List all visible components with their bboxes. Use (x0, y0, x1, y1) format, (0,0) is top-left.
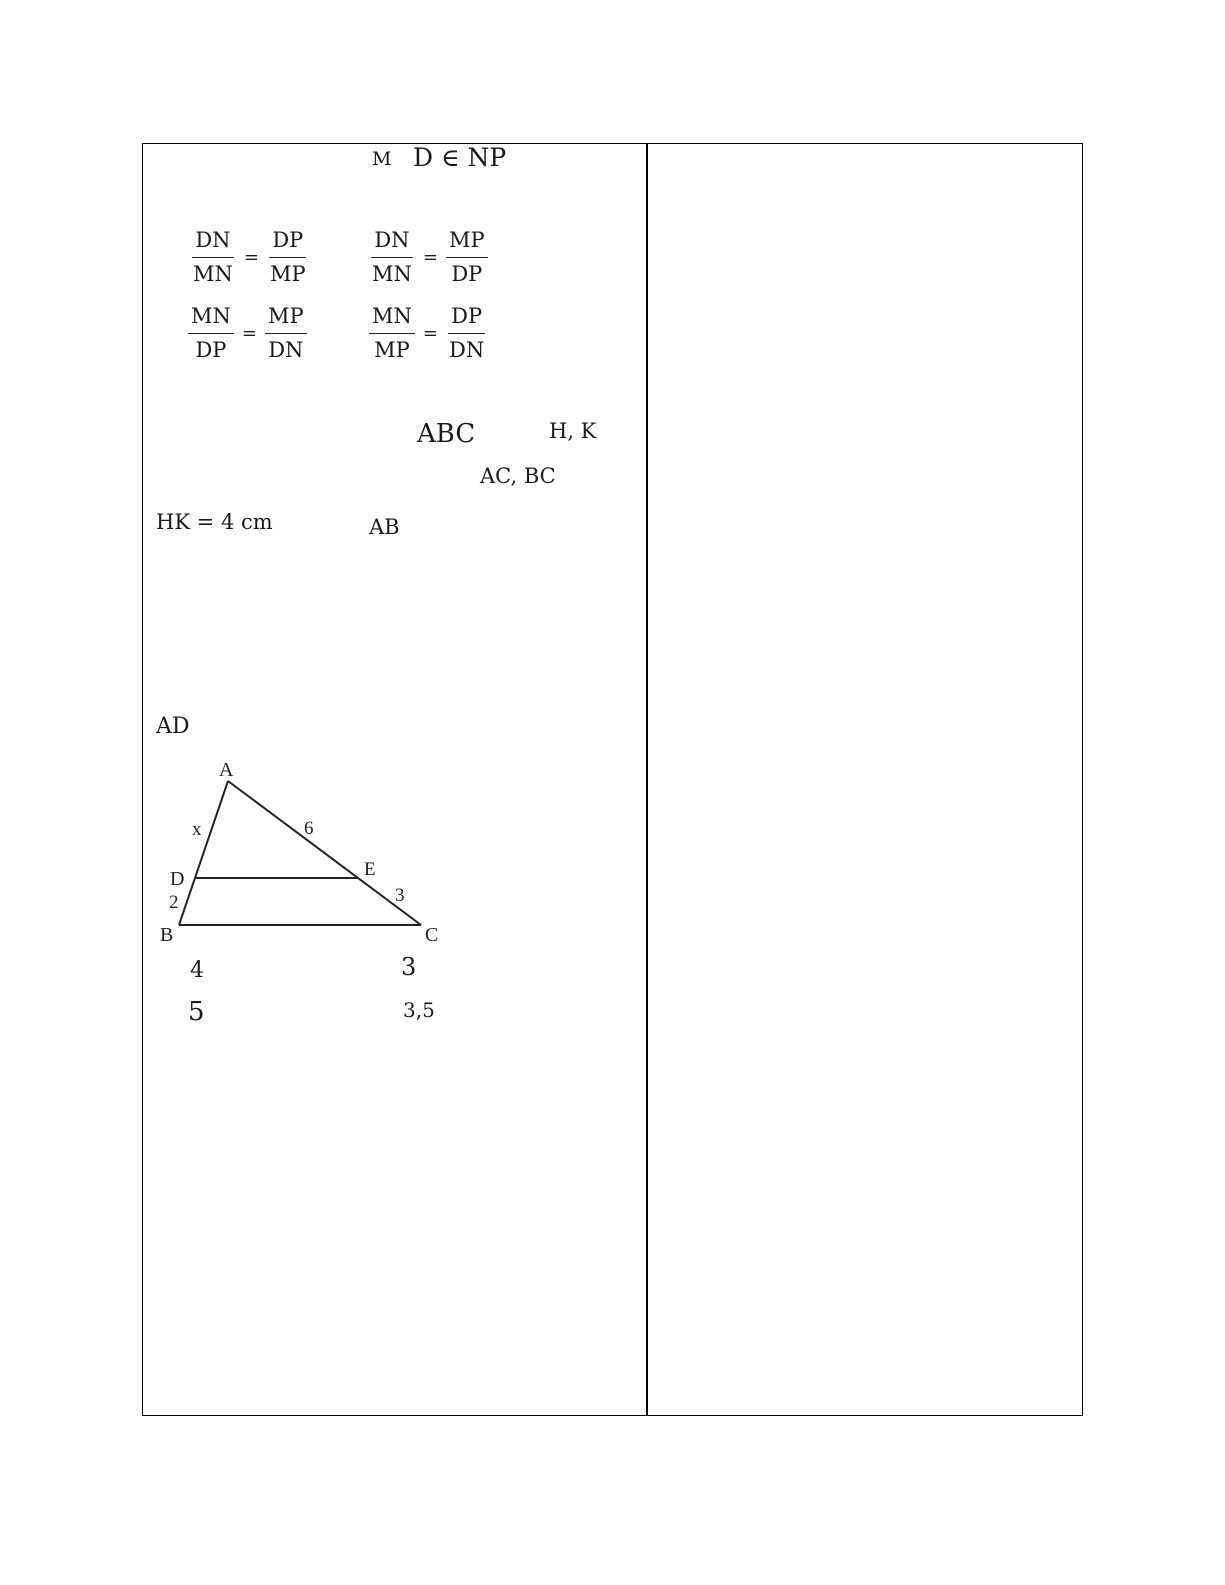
fraction-denominator: MN (372, 262, 412, 286)
ab-target-label: AB (369, 515, 400, 539)
answer-option-2: 3 (401, 953, 417, 981)
equals-sign: = (422, 323, 438, 344)
fraction-denominator: MP (374, 338, 410, 362)
fraction-denominator: DP (195, 338, 227, 362)
fraction-denominator: DN (448, 338, 485, 362)
answer-option-4: 3,5 (403, 998, 435, 1022)
label-3: 3 (395, 885, 405, 906)
fraction-numerator: MP (265, 306, 307, 334)
vertex-b-label: B (160, 924, 174, 946)
equals-sign: = (422, 247, 438, 268)
fraction-denominator: MN (193, 262, 233, 286)
vertex-d-label: D (170, 868, 185, 890)
points-hk-label: H, K (549, 419, 597, 443)
label-x: x (192, 819, 202, 840)
sides-ac-bc-label: AC, BC (480, 464, 556, 488)
point-m-label: M (372, 148, 392, 170)
fraction-denominator: DP (451, 262, 483, 286)
answer-option-3: 5 (188, 997, 205, 1027)
fraction-numerator: DP (269, 230, 306, 258)
vertex-a-label: A (219, 759, 234, 781)
fraction-denominator: MP (269, 262, 306, 286)
fraction-numerator: MN (188, 306, 234, 334)
equals-sign: = (241, 323, 257, 344)
hk-length-label: HK = 4 cm (156, 510, 273, 534)
vertex-c-label: C (425, 924, 439, 946)
equals-sign: = (243, 247, 259, 268)
fraction-numerator: MN (369, 306, 415, 334)
ad-target-label: AD (156, 714, 190, 739)
triangle-abc-label: ABC (417, 419, 476, 449)
label-2: 2 (169, 892, 179, 913)
answer-option-1: 4 (190, 958, 204, 983)
d-in-np-expression: D ∈ NP (413, 143, 507, 172)
side-ab (179, 781, 228, 925)
fraction-numerator: DN (192, 230, 233, 258)
label-6: 6 (304, 818, 314, 839)
fraction-numerator: DN (371, 230, 412, 258)
side-ac (228, 781, 421, 925)
fraction-numerator: MP (446, 230, 488, 258)
fraction-denominator: DN (268, 338, 304, 362)
vertex-e-label: E (364, 859, 376, 880)
fraction-numerator: DP (448, 306, 485, 334)
